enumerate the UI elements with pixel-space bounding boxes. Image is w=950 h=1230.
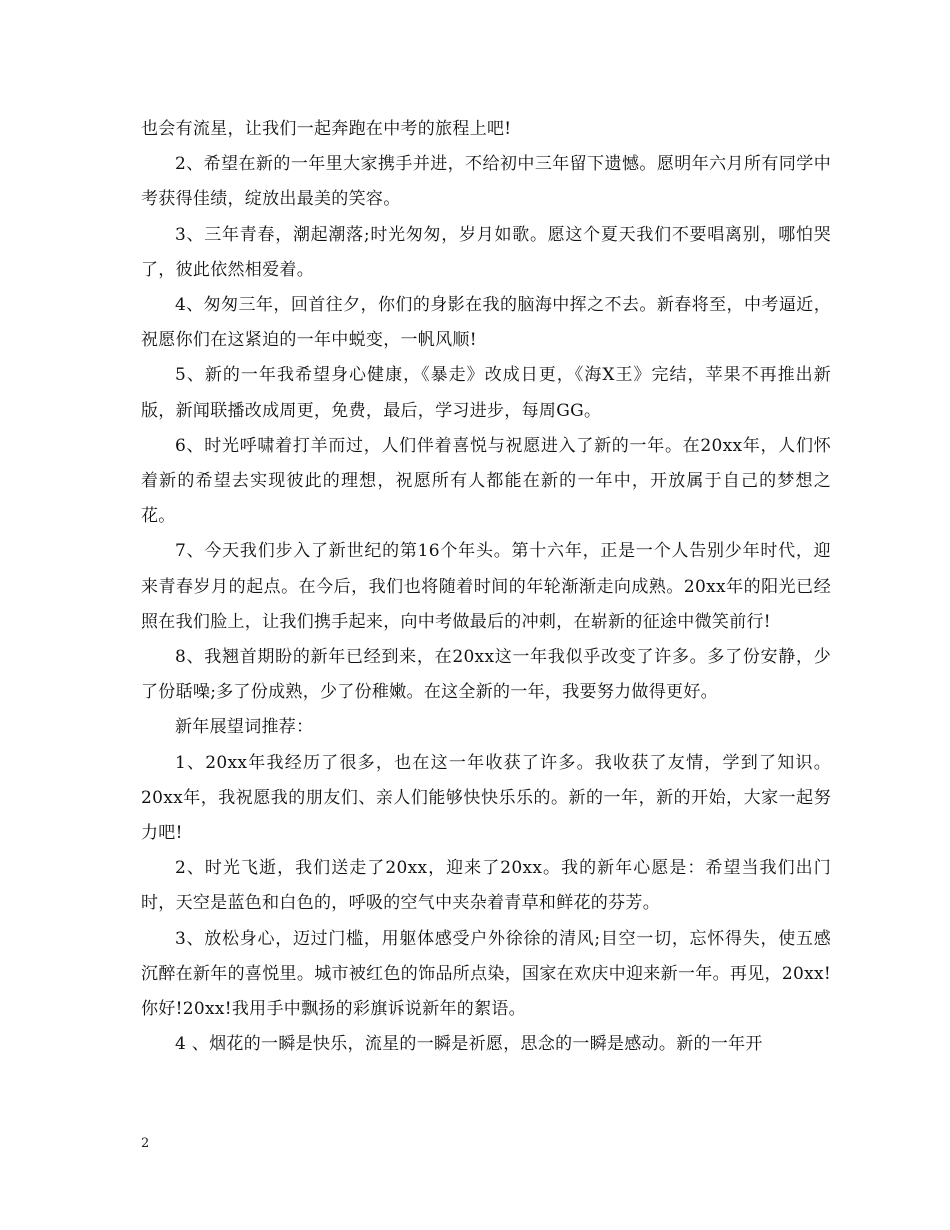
paragraph: 也会有流星，让我们一起奔跑在中考的旅程上吧! bbox=[141, 119, 512, 139]
paragraph: 4 、烟花的一瞬是快乐，流星的一瞬是祈愿，思念的一瞬是感动。新的一年开 bbox=[175, 1034, 763, 1055]
paragraph: 2、希望在新的一年里大家携手并进，不给初中三年留下遗憾。愿明年六月所有同学中考获得佳绩，绽放出最美的笑容。 bbox=[141, 154, 831, 210]
paragraph: 5、新的一年我希望身心健康，《暴走》改成日更，《海X王》完结，苹果不再推出新版，新闻联播改成周更，免费，最后，学习进步，每周GG。 bbox=[141, 365, 831, 421]
paragraph: 3、三年青春，潮起潮落;时光匆匆，岁月如歌。愿这个夏天我们不要唱离别，哪怕哭了，彼此依然相爱着。 bbox=[141, 224, 831, 280]
document-body bbox=[141, 112, 831, 1062]
paragraph: 7、今天我们步入了新世纪的第16个年头。第十六年，正是一个人告别少年时代，迎来青春岁月的起点。在今后，我们也将随着时间的年轮渐渐走向成熟。20xx年的阳光已经照在我们脸上，让我们携手起来，向中考做最后的冲刺，在崭新的征途中微笑前行! bbox=[141, 541, 831, 632]
page-number: 2 bbox=[141, 1136, 150, 1151]
paragraph: 8、我翘首期盼的新年已经到来，在20xx这一年我似乎改变了许多。多了份安静，少了份聒噪;多了份成熟，少了份稚嫩。在这全新的一年，我要努力做得更好。 bbox=[141, 647, 831, 703]
paragraph: 2、时光飞逝，我们送走了20xx，迎来了20xx。我的新年心愿是：希望当我们出门时，天空是蓝色和白色的，呼吸的空气中夹杂着青草和鲜花的芬芳。 bbox=[141, 858, 831, 914]
paragraph: 1、20xx年我经历了很多，也在这一年收获了许多。我收获了友情，学到了知识。20xx年，我祝愿我的朋友们、亲人们能够快快乐乐的。新的一年，新的开始，大家一起努力吧! bbox=[141, 752, 831, 844]
paragraph: 6、时光呼啸着打羊而过，人们伴着喜悦与祝愿进入了新的一年。在20xx年，人们怀着新的希望去实现彼此的理想，祝愿所有人都能在新的一年中，开放属于自己的梦想之花。 bbox=[141, 435, 831, 527]
paragraph: 新年展望词推荐： bbox=[175, 717, 314, 738]
paragraph: 3、放松身心，迈过门槛，用躯体感受户外徐徐的清风;目空一切，忘怀得失，使五感沉醉在新年的喜悦里。城市被红色的饰品所点染，国家在欢庆中迎来新一年。再见，20xx!你好!20xx!我用手中飘扬的彩旗诉说新年的絮语。 bbox=[141, 928, 831, 1020]
paragraph: 4、匆匆三年，回首往夕，你们的身影在我的脑海中挥之不去。新春将至，中考逼近，祝愿你们在这紧迫的一年中蜕变，一帆风顺! bbox=[141, 295, 831, 351]
